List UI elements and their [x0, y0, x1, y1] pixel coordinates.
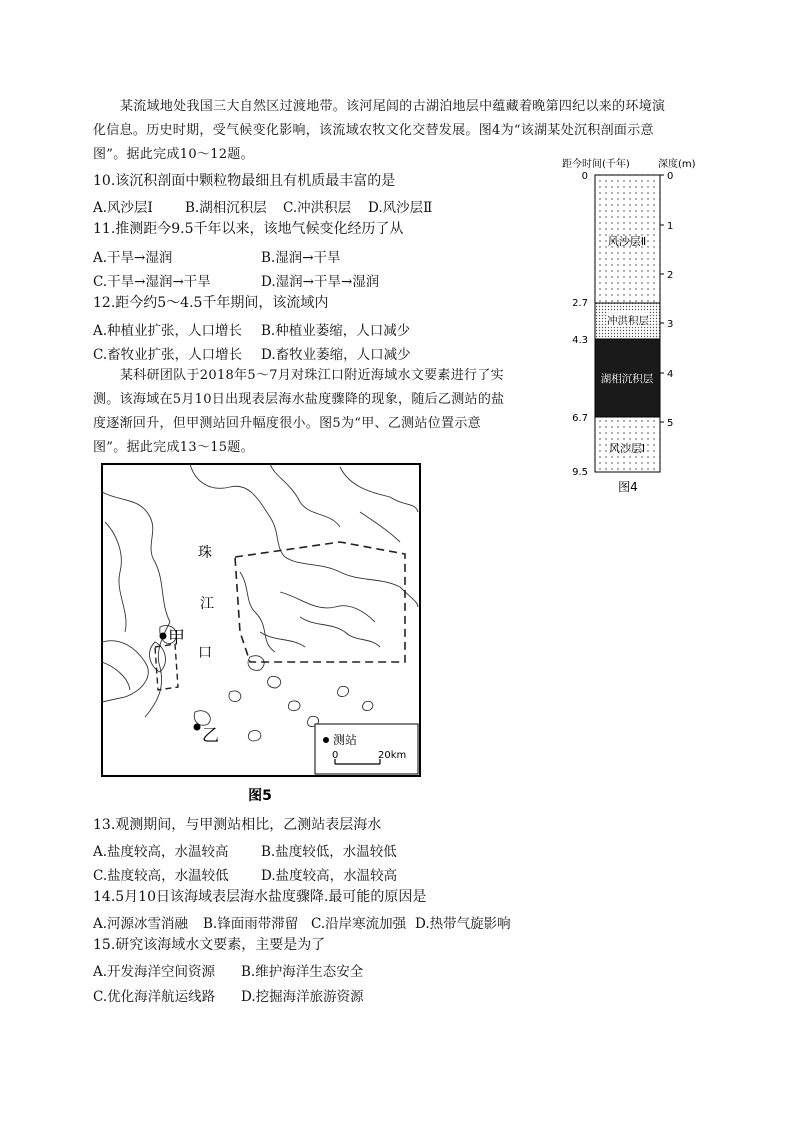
q13-option-a: A.盐度较高，水温较高: [93, 844, 229, 860]
legend-station-label: 测站: [333, 733, 358, 747]
depth-tick-2: 2: [667, 270, 674, 281]
depth-tick-0: 0: [667, 171, 674, 182]
depth-tick-3: 3: [667, 319, 674, 330]
question-12-stem: 12.距今约5～4.5千年期间，该流域内: [93, 295, 329, 311]
time-tick-9.5: 9.5: [572, 467, 588, 478]
time-header: 距今时间(千年): [562, 159, 630, 170]
depth-tick-4: 4: [667, 369, 674, 380]
q13-option-c: C.盐度较高，水温较低: [93, 868, 229, 884]
passage-2-line-4: 图”。据此完成13～15题。: [93, 440, 254, 455]
q14-option-c: C.沿岸寒流加强: [311, 916, 407, 932]
passage-2-line-2: 测。该海域在5月10日出现表层海水盐度骤降的现象，随后乙测站的盐: [93, 392, 505, 407]
scale-zero: 0: [332, 750, 339, 761]
q12-option-b: B.种植业萎缩，人口减少: [261, 323, 411, 339]
station-jia-dot: [160, 633, 167, 640]
time-tick-4.3: 4.3: [572, 335, 588, 346]
passage-2-line-1: 某科研团队于2018年5～7月对珠江口附近海域水文要素进行了实: [120, 368, 504, 383]
q10-option-c: C.冲洪积层: [283, 200, 352, 216]
river-label-zhu: 珠: [198, 545, 212, 561]
legend-box: [315, 724, 418, 774]
station-yi-dot: [194, 724, 201, 731]
time-tick-0: 0: [581, 171, 588, 182]
time-tick-6.7: 6.7: [572, 413, 588, 424]
depth-tick-marks: [660, 175, 664, 422]
passage-1-line-2: 化信息。历史时期，受气候变化影响，该流域农牧文化交替发展。图4为“该湖某处沉积剖面示意: [93, 123, 654, 138]
figure-5-map: [100, 462, 424, 807]
q10-option-d: D.风沙层Ⅱ: [368, 200, 433, 216]
question-13-stem: 13.观测期间，与甲测站相比，乙测站表层海水: [93, 817, 382, 833]
q15-option-c: C.优化海洋航运线路: [93, 989, 216, 1005]
q12-option-d: D.畜牧业萎缩，人口减少: [261, 347, 411, 363]
q13-option-d: D.盐度较高，水温较高: [261, 868, 398, 884]
q15-option-b: B.维护海洋生态安全: [241, 964, 364, 980]
depth-tick-5: 5: [667, 418, 674, 429]
question-14-stem: 14.5月10日该海域表层海水盐度骤降.最可能的原因是: [93, 889, 427, 905]
passage-1-line-3: 图”。据此完成10～12题。: [93, 147, 254, 162]
figure-4-sediment-profile: [550, 155, 710, 500]
q10-option-a: A.风沙层Ⅰ: [93, 200, 153, 216]
q11-option-c: C.干旱→湿润→干旱: [93, 274, 211, 290]
q11-option-a: A.干旱→湿润: [93, 250, 173, 266]
station-yi-label: 乙: [202, 726, 219, 746]
q14-option-d: D.热带气旋影响: [415, 916, 511, 932]
q11-option-b: B.湿润→干旱: [261, 250, 341, 266]
q12-option-c: C.畜牧业扩张，人口增长: [93, 347, 243, 363]
figure-5-caption: 图5: [248, 788, 272, 804]
question-15-stem: 15.研究该海域水文要素，主要是为了: [93, 937, 326, 953]
q10-option-b: B.湖相沉积层: [185, 200, 267, 216]
layer-label-hu-xiang: 湖相沉积层: [600, 373, 654, 385]
river-label-jiang: 江: [200, 596, 214, 612]
time-tick-2.7: 2.7: [572, 298, 588, 309]
q13-option-b: B.盐度较低，水温较低: [261, 844, 397, 860]
q15-option-a: A.开发海洋空间资源: [93, 964, 216, 980]
q14-option-a: A.河源冰雪消融: [93, 916, 189, 932]
passage-1-line-1: 某流域地处我国三大自然区过渡地带。该河尾闾的古湖泊地层中蕴藏着晚第四纪以来的环境演: [120, 99, 666, 114]
scale-length: 20km: [378, 750, 407, 761]
river-label-kou: 口: [198, 645, 212, 661]
layer-label-fengsha-2: 风沙层Ⅱ: [607, 235, 647, 248]
station-jia-label: 甲: [168, 628, 185, 648]
layer-label-chonghong: 冲洪积层: [607, 315, 649, 327]
q15-option-d: D.挖掘海洋旅游资源: [241, 989, 364, 1005]
layer-label-fengsha-1: 风沙层Ⅰ: [608, 442, 646, 455]
depth-tick-1: 1: [667, 221, 674, 232]
passage-2-line-3: 度逐渐回升，但甲测站回升幅度很小。图5为“甲、乙测站位置示意: [93, 416, 481, 431]
question-11-stem: 11.推测距今9.5千年以来，该地气候变化经历了从: [93, 221, 404, 237]
q11-option-d: D.湿润→干旱→湿润: [261, 274, 380, 290]
figure-4-caption: 图4: [618, 480, 638, 494]
legend-station-icon: [323, 737, 329, 743]
q14-option-b: B.锋面雨带滞留: [203, 916, 299, 932]
q12-option-a: A.种植业扩张，人口增长: [93, 323, 243, 339]
depth-header: 深度(m): [658, 159, 696, 170]
question-10-stem: 10.该沉积剖面中颗粒物最细且有机质最丰富的是: [93, 173, 396, 189]
